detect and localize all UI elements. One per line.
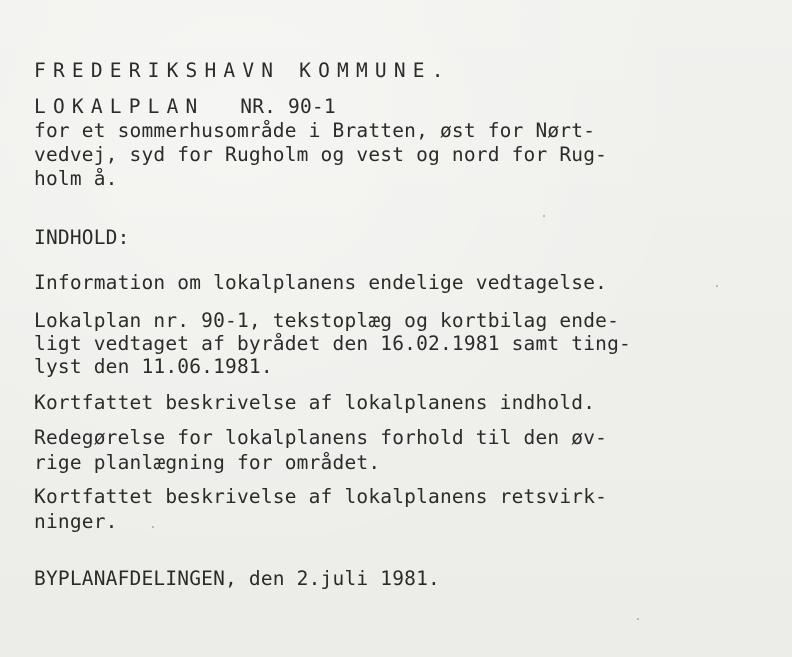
plan-number: NR. 90-1 (240, 95, 336, 118)
subtitle-line-1: for et sommerhusområde i Bratten, øst for Nørt- (34, 119, 596, 142)
contents-item-4-line-2: rige planlægning for området. (34, 451, 381, 474)
plan-title (34, 94, 336, 120)
contents-item-5-line-1: Kortfattet beskrivelse af lokalplanens retsvirk- (34, 485, 608, 508)
contents-item-1-line-1: Information om lokalplanens endelige vedtagelse. (34, 271, 608, 294)
contents-item-2-line-3: lyst den 11.06.1981. (34, 355, 273, 378)
subtitle-line-3: holm å. (34, 167, 118, 190)
municipality-heading: FREDERIKSHAVN KOMMUNE. (34, 59, 451, 82)
paper-speck (637, 618, 639, 620)
contents-item-3-line-1: Kortfattet beskrivelse af lokalplanens indhold. (34, 391, 596, 414)
signature-line: BYPLANAFDELINGEN, den 2.juli 1981. (34, 567, 440, 590)
paper-speck (543, 215, 545, 217)
plan-word: LOKALPLAN (34, 95, 205, 118)
contents-item-2-line-2: ligt vedtaget af byrådet den 16.02.1981 samt ting- (34, 332, 631, 355)
paper-speck (716, 285, 718, 287)
contents-item-4-line-1: Redegørelse for lokalplanens forhold til den øv- (34, 426, 608, 449)
subtitle-line-2: vedvej, syd for Rugholm og vest og nord for Rug- (34, 143, 608, 166)
contents-item-2-line-1: Lokalplan nr. 90-1, tekstoplæg og kortbilag ende- (34, 309, 620, 332)
paper-speck (152, 526, 154, 528)
contents-heading: INDHOLD: (34, 226, 130, 249)
contents-item-5-line-2: ninger. (34, 510, 118, 533)
